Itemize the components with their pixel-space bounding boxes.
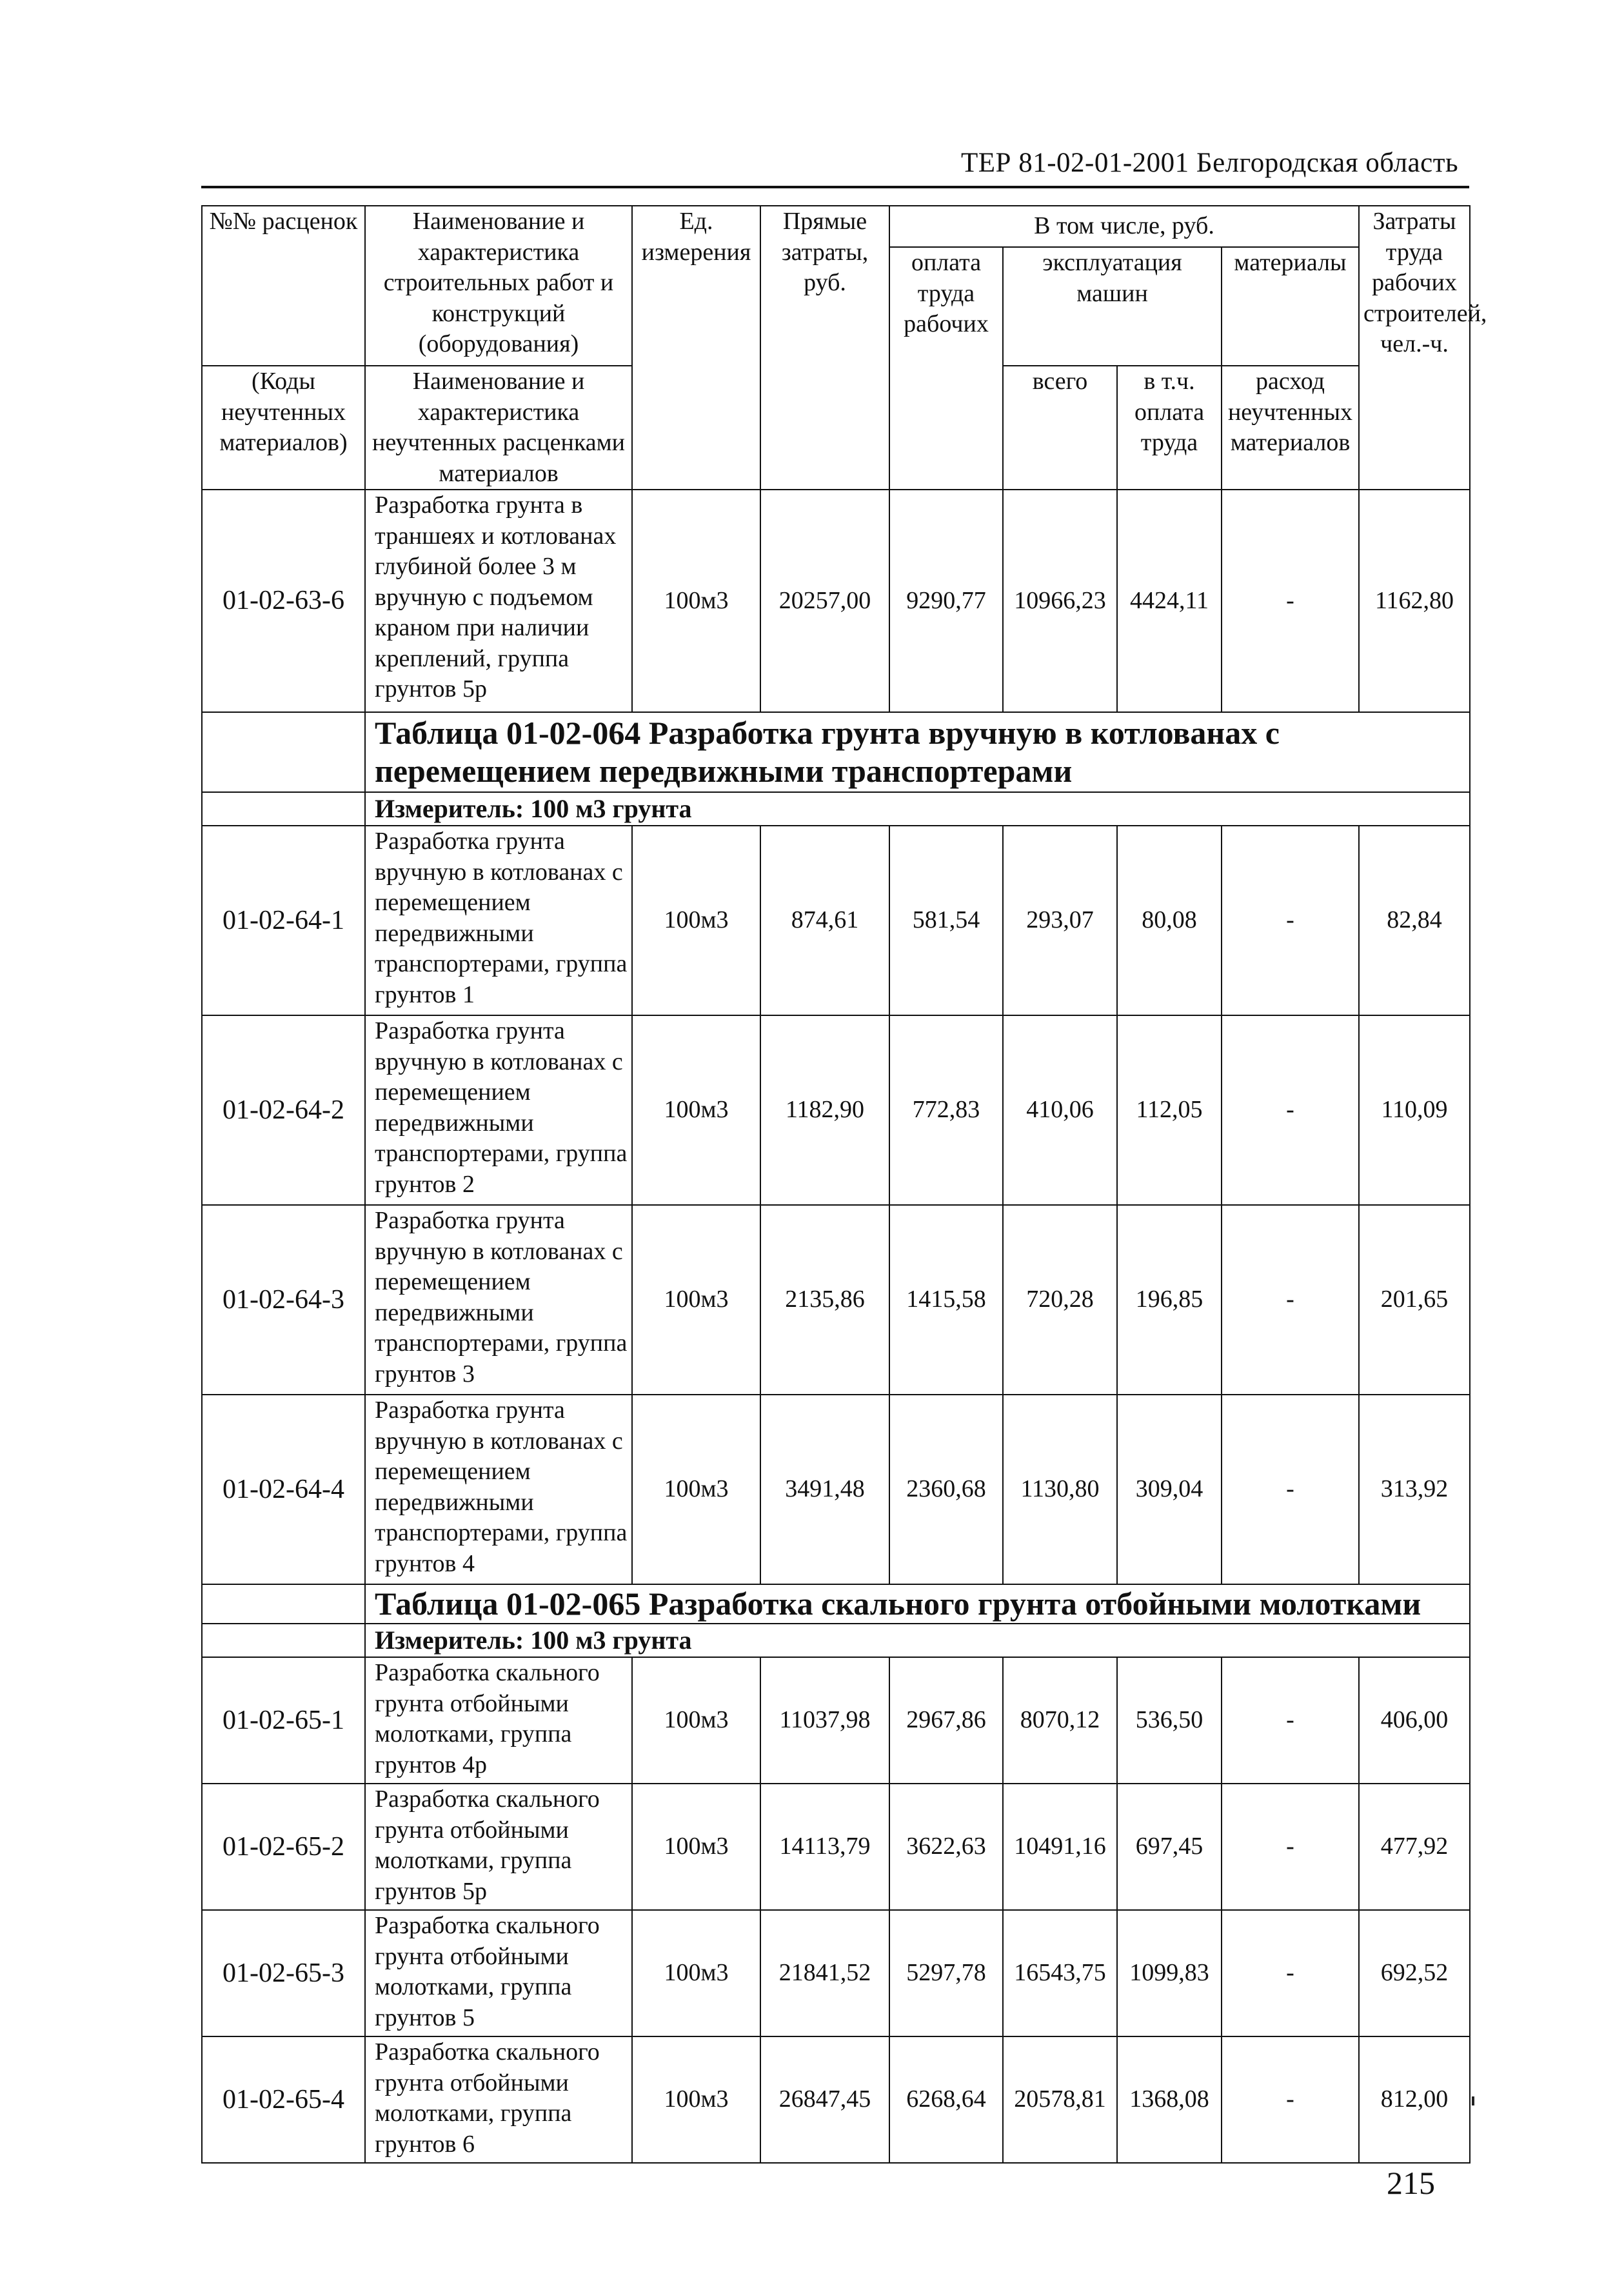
row-mach: 10491,16 [1003, 1784, 1117, 1910]
table-row [202, 490, 1470, 712]
row-unit: 100м3 [632, 826, 760, 1015]
row-mat: - [1222, 1015, 1359, 1205]
row-code: 01-02-65-3 [202, 1910, 365, 2036]
row-name: Разработка скального грунта отбойными молотками, группа грунтов 4р [365, 1657, 632, 1784]
table-title: Таблица 01-02-065 Разработка скального грунта отбойными молотками [365, 1584, 1470, 1624]
table-row [202, 1657, 1470, 1784]
scan-mark [1472, 2096, 1474, 2105]
col-header-code-bottom: (Коды неучтенных материалов) [202, 366, 365, 490]
row-mach: 16543,75 [1003, 1910, 1117, 2036]
row-wage: 5297,78 [889, 1910, 1003, 2036]
row-wage: 2360,68 [889, 1395, 1003, 1584]
row-mach: 293,07 [1003, 826, 1117, 1015]
table-measure: Измеритель: 100 м3 грунта [365, 1624, 1470, 1657]
row-code: 01-02-65-4 [202, 2036, 365, 2163]
header-rule [201, 186, 1469, 188]
rates-table [201, 205, 1487, 2164]
empty-cell [202, 792, 365, 826]
row-mach-wage: 1099,83 [1117, 1910, 1222, 2036]
row-unit: 100м3 [632, 1910, 760, 2036]
row-wage: 6268,64 [889, 2036, 1003, 2163]
row-labor: 1162,80 [1359, 490, 1470, 712]
col-header-incl: В том числе, руб. [889, 206, 1359, 247]
col-header-labor: Затраты труда рабочих строителей, чел.-ч. [1359, 206, 1470, 490]
row-mach-wage: 697,45 [1117, 1784, 1222, 1910]
row-mach-wage: 309,04 [1117, 1395, 1222, 1584]
row-mat: - [1222, 1657, 1359, 1784]
row-mach-wage: 536,50 [1117, 1657, 1222, 1784]
row-direct: 1182,90 [760, 1015, 889, 1205]
col-header-name: Наименование и характеристика строительных работ и конструкций (оборудования) [365, 206, 632, 366]
row-mach-wage: 196,85 [1117, 1205, 1222, 1395]
col-header-name-bottom: Наименование и характеристика неучтенных расценками материалов [365, 366, 632, 490]
row-mach-wage: 112,05 [1117, 1015, 1222, 1205]
row-mat: - [1222, 1395, 1359, 1584]
row-labor: 201,65 [1359, 1205, 1470, 1395]
col-header-mach-total: всего [1003, 366, 1117, 490]
row-direct: 3491,48 [760, 1395, 889, 1584]
row-code: 01-02-64-1 [202, 826, 365, 1015]
row-unit: 100м3 [632, 1205, 760, 1395]
empty-cell [202, 1624, 365, 1657]
row-unit: 100м3 [632, 1395, 760, 1584]
row-unit: 100м3 [632, 490, 760, 712]
table-title: Таблица 01-02-064 Разработка грунта вручную в котлованах с перемещением передвижными транспортерами [365, 712, 1470, 792]
row-mat: - [1222, 2036, 1359, 2163]
row-code: 01-02-64-2 [202, 1015, 365, 1205]
row-unit: 100м3 [632, 1015, 760, 1205]
row-name: Разработка грунта вручную в котлованах с перемещением передвижными транспортерами, группа грунтов 3 [365, 1205, 632, 1395]
row-unit: 100м3 [632, 1784, 760, 1910]
row-mach: 8070,12 [1003, 1657, 1117, 1784]
document-header: ТЕР 81-02-01-2001 Белгородская область [961, 148, 1459, 178]
row-unit: 100м3 [632, 2036, 760, 2163]
row-labor: 313,92 [1359, 1395, 1470, 1584]
row-labor: 406,00 [1359, 1657, 1470, 1784]
row-wage: 9290,77 [889, 490, 1003, 712]
col-header-mach-wage: в т.ч. оплата труда [1117, 366, 1222, 490]
row-direct: 20257,00 [760, 490, 889, 712]
row-wage: 1415,58 [889, 1205, 1003, 1395]
row-unit: 100м3 [632, 1657, 760, 1784]
col-header-unaccounted: расход неучтенных материалов [1222, 366, 1359, 490]
row-mat: - [1222, 1784, 1359, 1910]
col-header-materials: материалы [1222, 247, 1359, 366]
row-code: 01-02-65-1 [202, 1657, 365, 1784]
row-direct: 874,61 [760, 826, 889, 1015]
row-mat: - [1222, 1910, 1359, 2036]
row-direct: 2135,86 [760, 1205, 889, 1395]
row-name: Разработка скального грунта отбойными молотками, группа грунтов 6 [365, 2036, 632, 2163]
row-mach-wage: 4424,11 [1117, 490, 1222, 712]
page-number: 215 [1387, 2165, 1435, 2201]
row-mach: 1130,80 [1003, 1395, 1117, 1584]
row-direct: 26847,45 [760, 2036, 889, 2163]
row-name: Разработка грунта вручную в котлованах с перемещением передвижными транспортерами, группа грунтов 1 [365, 826, 632, 1015]
row-name: Разработка грунта вручную в котлованах с перемещением передвижными транспортерами, группа грунтов 2 [365, 1015, 632, 1205]
row-name: Разработка скального грунта отбойными молотками, группа грунтов 5 [365, 1910, 632, 2036]
row-code: 01-02-65-2 [202, 1784, 365, 1910]
col-header-wage: оплата труда рабочих [889, 247, 1003, 490]
table-row [202, 826, 1470, 1015]
row-code: 01-02-64-3 [202, 1205, 365, 1395]
row-mach: 10966,23 [1003, 490, 1117, 712]
row-code: 01-02-63-6 [202, 490, 365, 712]
row-mat: - [1222, 1205, 1359, 1395]
row-labor: 477,92 [1359, 1784, 1470, 1910]
table-row [202, 1910, 1470, 2036]
empty-cell [202, 1584, 365, 1624]
row-name: Разработка грунта вручную в котлованах с перемещением передвижными транспортерами, группа грунтов 4 [365, 1395, 632, 1584]
row-code: 01-02-64-4 [202, 1395, 365, 1584]
row-labor: 110,09 [1359, 1015, 1470, 1205]
row-labor: 692,52 [1359, 1910, 1470, 2036]
row-mach: 20578,81 [1003, 2036, 1117, 2163]
col-header-machines: эксплуатация машин [1003, 247, 1222, 366]
row-name: Разработка грунта в траншеях и котлованах глубиной более 3 м вручную с подъемом краном при наличии креплений, группа грунтов 5р [365, 490, 632, 712]
table-measure: Измеритель: 100 м3 грунта [365, 792, 1470, 826]
row-mach-wage: 80,08 [1117, 826, 1222, 1015]
row-mach: 720,28 [1003, 1205, 1117, 1395]
row-mach-wage: 1368,08 [1117, 2036, 1222, 2163]
empty-cell [202, 712, 365, 792]
table-row [202, 1205, 1470, 1395]
row-labor: 812,00 [1359, 2036, 1470, 2163]
table-row [202, 1395, 1470, 1584]
table-row [202, 1015, 1470, 1205]
row-wage: 772,83 [889, 1015, 1003, 1205]
row-labor: 82,84 [1359, 826, 1470, 1015]
row-wage: 581,54 [889, 826, 1003, 1015]
row-name: Разработка скального грунта отбойными молотками, группа грунтов 5р [365, 1784, 632, 1910]
row-direct: 11037,98 [760, 1657, 889, 1784]
table-row [202, 2036, 1470, 2163]
col-header-unit: Ед. измерения [632, 206, 760, 490]
col-header-direct: Прямые затраты, руб. [760, 206, 889, 490]
row-direct: 14113,79 [760, 1784, 889, 1910]
row-direct: 21841,52 [760, 1910, 889, 2036]
row-mach: 410,06 [1003, 1015, 1117, 1205]
table-row [202, 1784, 1470, 1910]
row-mat: - [1222, 490, 1359, 712]
row-wage: 2967,86 [889, 1657, 1003, 1784]
col-header-code: №№ расценок [202, 206, 365, 366]
row-wage: 3622,63 [889, 1784, 1003, 1910]
row-mat: - [1222, 826, 1359, 1015]
